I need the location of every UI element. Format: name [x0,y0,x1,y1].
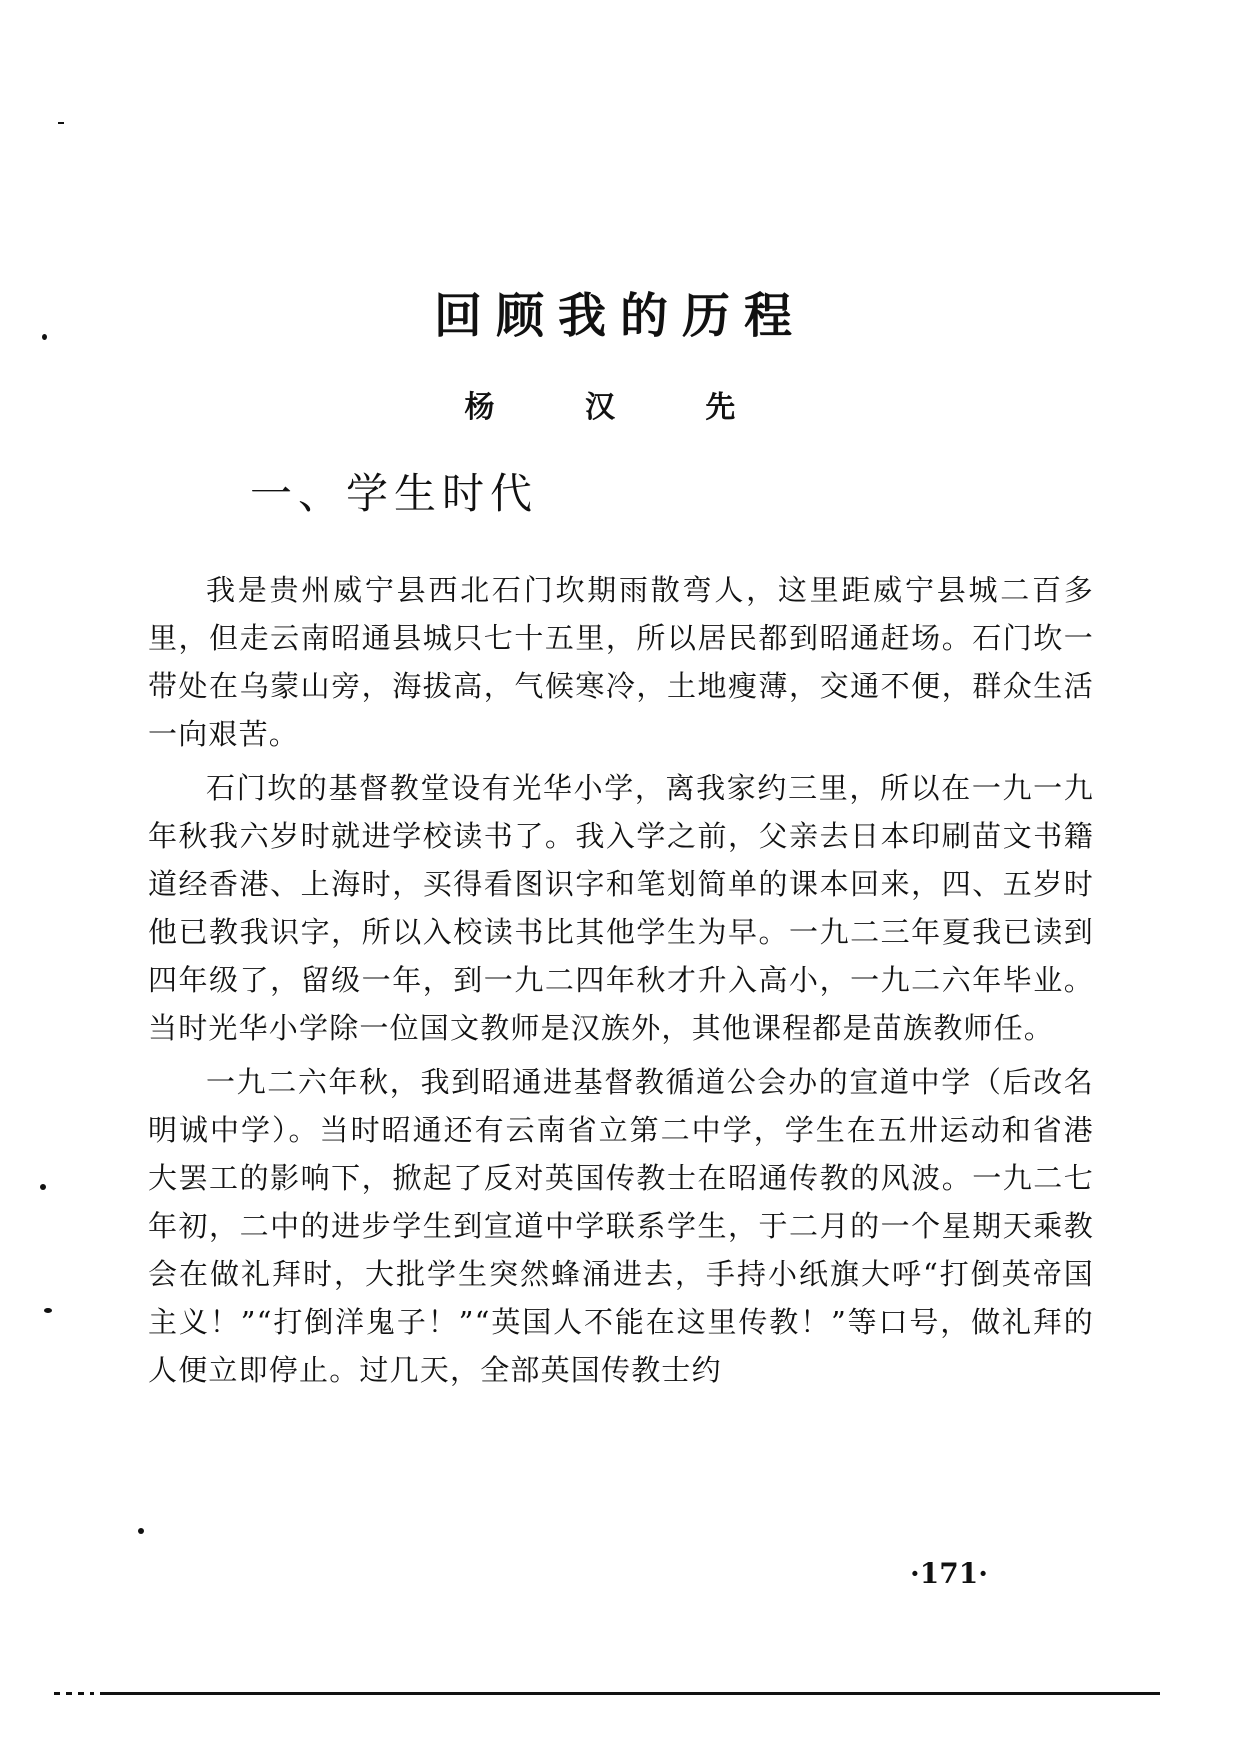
scan-speck [42,334,47,340]
author-name: 杨 汉 先 [464,390,776,425]
scan-artifact-dashes [54,1692,94,1695]
scan-speck [58,122,64,124]
page-title: 回顾我的历程 [433,288,806,344]
page-number: ·171· [910,1557,988,1590]
scan-speck [138,1528,144,1534]
paragraph: 石门坎的基督教堂设有光华小学，离我家约三里，所以在一九一九年秋我六岁时就进学校读书了。我入学之前，父亲去日本印刷苗文书籍道经香港、上海时，买得看图识字和笔划简单的课本回来，四、五岁时他已教我识字，所以入校读书比其他学生为早。一九二三年夏我已读到四年级了，留级一年，到一九二四年秋才升入高小，一九二六年毕业。当时光华小学除一位国文教师是汉族外，其他课程都是苗族教师任。 [148,771,1094,1045]
section-heading: 一、学生时代 [250,469,539,518]
body-text [148,566,1094,1400]
scan-speck [40,1184,46,1190]
scan-speck [44,1308,52,1313]
paragraph: 我是贵州威宁县西北石门坎期雨散弯人，这里距威宁县城二百多里，但走云南昭通县城只七十五里，所以居民都到昭通赶场。石门坎一带处在乌蒙山旁，海拔高，气候寒冷，土地瘦薄，交通不便，群众生活一向艰苦。 [148,573,1094,751]
scan-artifact-line [100,1692,1160,1695]
paragraph: 一九二六年秋，我到昭通进基督教循道公会办的宣道中学（后改名明诚中学）。当时昭通还有云南省立第二中学，学生在五卅运动和省港大罢工的影响下，掀起了反对英国传教士在昭通传教的风波。一九二七年初，二中的进步学生到宣道中学联系学生，于二月的一个星期天乘教会在做礼拜时，大批学生突然蜂涌进去，手持小纸旗大呼“打倒英帝国主义！”“打倒洋鬼子！”“英国人不能在这里传教！”等口号，做礼拜的人便立即停止。过几天，全部英国传教士约 [148,1065,1094,1387]
